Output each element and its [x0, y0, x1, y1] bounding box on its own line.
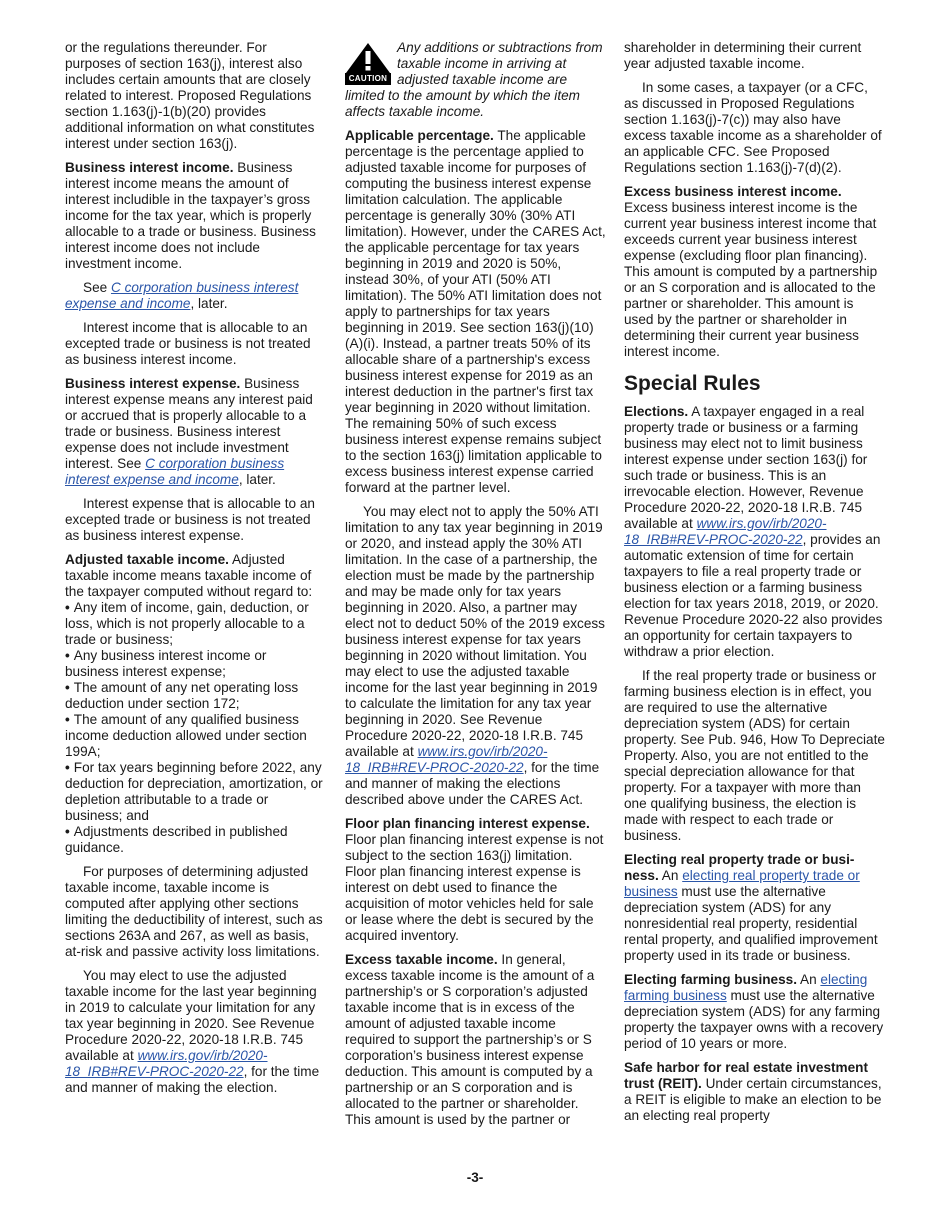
- heading-floor-plan: Floor plan financing interest expense.: [345, 816, 590, 831]
- text-elect-30: You may elect not to apply the 50% ATI limitation to any tax year beginning in 2019 or 2020, and instead apply the 30% ATI limitation. In the case of a partnership, the election must be made by the partnership and may be made only for tax years beginning in 2020. Also, a partner may elect not to deduct 50% of the 2019 excess business interest expense for tax years beginning in 2020 without limitation. You may elect to use the adjusted taxable income for the last year beginning in 2019 to calculate the limitation for any tax year beginning in 2020. See Revenue Procedure 2020-22, 2020-18 I.R.B. 745 available at: [345, 504, 605, 759]
- bullet-text: Adjustments described in published guidance.: [65, 824, 288, 855]
- heading-electing-real-property: Electing real property trade or busi-ness.: [624, 852, 855, 883]
- text-floor-plan: Floor plan financing interest expense is not subject to the section 163(j) limitation. Floor plan financing interest expense is interest on debt used to finance the acquisition of motor vehicles held for sale or lease where the debt is secured by the acquired inventory.: [345, 832, 604, 943]
- paragraph-electing-real-property: [624, 852, 886, 964]
- bullet-icon: •: [65, 760, 70, 775]
- list-item: [65, 600, 323, 648]
- list-item: [65, 824, 323, 856]
- text-elections: A taxpayer engaged in a real property trade or business or a farming business may elect not to limit business interest expense under section 163(j) for such trade or business. This is an irrevocable election. However, Revenue Procedure 2020-22, 2020-18 I.R.B. 745 available at: [624, 404, 868, 531]
- text-electing-real-property: must use the alternative depreciation system (ADS) for any nonresidential real property, residential rental property, and qualified improvement property used in its trade or business.: [624, 884, 878, 963]
- heading-reit-safe-harbor: Safe harbor for real estate investment trust (REIT).: [624, 1060, 869, 1091]
- section-heading-special-rules: Special Rules: [624, 372, 761, 395]
- paragraph-interest-definition: or the regulations thereunder. For purposes of section 163(j), interest also includes certain amounts that are closely related to interest. Proposed Regulations section 1.163(j)-1(b)(20) provides additional information on what constitutes interest under section 163(j).: [65, 40, 315, 151]
- caution-note: [345, 40, 607, 120]
- heading-adjusted-taxable-income: Adjusted taxable income.: [65, 552, 229, 567]
- list-item: [65, 680, 323, 712]
- text-an: An: [661, 868, 683, 883]
- paragraph-see-c-corp: [65, 280, 323, 312]
- bullet-icon: •: [65, 600, 70, 615]
- paragraph-ads-requirement: If the real property trade or business or farming business election is in effect, you are required to use the alternative depreciation system (ADS) for certain property. See Pub. 946, How To Depreciate Property. Also, you are not entitled to the special depreciation allowance for that property. For a taxpayer with more than one qualifying business, the election is made with respect to each trade or business.: [624, 668, 885, 843]
- paragraph-continued: shareholder in determining their current year adjusted taxable income.: [624, 40, 862, 71]
- paragraph-business-interest-income: [65, 160, 323, 272]
- link-rev-proc-2020-22-3[interactable]: www.irs.gov/irb/2020-18_IRB#REV-PROC-2020-22: [624, 516, 827, 547]
- link-c-corp-interest[interactable]: C corporation business interest expense and income: [65, 280, 299, 311]
- paragraph-excess-business-interest-income: [624, 184, 886, 360]
- heading-applicable-percentage: Applicable percentage.: [345, 128, 494, 143]
- caution-text: Any additions or subtractions from taxable income in arriving at adjusted taxable income are limited to the amount by which the item affects taxable income.: [345, 40, 603, 119]
- text-excess-business-interest-income: Excess business interest income is the current year business interest income that exceeds current year business interest expense (excluding floor plan financing). This amount is computed by a partnership or an S corporation and is allocated to the partner or shareholder. This amount is used by the partner or shareholder in determining their current year business interest income.: [624, 200, 878, 359]
- link-electing-real-property[interactable]: electing real property trade or business: [624, 868, 860, 899]
- bullet-icon: •: [65, 824, 70, 839]
- link-c-corp-interest-2[interactable]: C corporation business interest expense and income: [65, 456, 285, 487]
- bullet-icon: •: [65, 712, 70, 727]
- link-rev-proc-2020-22[interactable]: www.irs.gov/irb/2020-18_IRB#REV-PROC-2020-22: [65, 1048, 268, 1079]
- paragraph-excepted-expense: Interest expense that is allocable to an excepted trade or business is not treated as business interest expense.: [65, 496, 315, 543]
- caution-label: CAUTION: [345, 73, 391, 85]
- text-elect-30-post: , for the time and manner of making the elections described above under the CARES Act.: [345, 760, 600, 807]
- paragraph-adjusted-taxable-income: [65, 552, 323, 600]
- bullet-text: Any business interest income or business interest expense;: [65, 648, 267, 679]
- text-excess-taxable-income: In general, excess taxable income is the amount of a partnership’s or S corporation’s adjusted taxable income that is in excess of the amount of adjusted taxable income required to support the partnership’s or S corporation’s business interest expense deduction. This amount is computed by a partnership or an S corporation and is allocated to the partner or shareholder. This amount is used by the partner or: [345, 952, 595, 1127]
- list-item: [65, 712, 323, 760]
- paragraph-reit-safe-harbor: [624, 1060, 886, 1124]
- text-reit-safe-harbor: Under certain circumstances, a REIT is eligible to make an election to be an electing real property: [624, 1076, 882, 1123]
- paragraph-elect-2019-ati: [65, 968, 323, 1096]
- text-later: , later.: [190, 296, 228, 311]
- heading-elections: Elections.: [624, 404, 689, 419]
- heading-business-interest-expense: Business interest expense.: [65, 376, 241, 391]
- text-elections-post: , provides an automatic extension of time for certain taxpayers to file a real property trade or business election or a farming business election for tax years 2018, 2019, or 2020. Revenue Procedure 2020-22 also provides an opportunity for certain taxpayers to withdraw a prior election.: [624, 532, 883, 659]
- paragraph-applicable-percentage: [345, 128, 607, 496]
- column-left: [65, 40, 323, 1104]
- text-adjusted-taxable-income: Adjusted taxable income means taxable income of the taxpayer computed without regard to:: [65, 552, 313, 599]
- column-middle: [345, 40, 607, 1136]
- heading-electing-farming: Electing farming business.: [624, 972, 797, 987]
- bullet-text: For tax years beginning before 2022, any deduction for depreciation, amortization, or depletion attributable to a trade or business; and: [65, 760, 323, 823]
- link-rev-proc-2020-22-2[interactable]: www.irs.gov/irb/2020-18_IRB#REV-PROC-2020-22: [345, 744, 548, 775]
- heading-excess-business-interest-income: Excess business interest income.: [624, 184, 842, 199]
- list-item: [65, 648, 323, 680]
- paragraph-business-interest-expense: [65, 376, 323, 488]
- column-right: [624, 40, 886, 1132]
- caution-icon: [345, 42, 391, 86]
- page-number: -3-: [466, 1170, 484, 1185]
- paragraph-elect-30-percent: [345, 504, 607, 808]
- text-see: See: [83, 280, 111, 295]
- list-item: [65, 760, 323, 824]
- warning-triangle-icon: [345, 42, 391, 74]
- text-applicable-percentage: The applicable percentage is the percentage applied to adjusted taxable income for purposes of computing the business interest expense limitation calculation. The applicable percentage is generally 30% (30% ATI limitation). However, under the CARES Act, the applicable percentage for tax years beginning in 2019 and 2020 is 50%, instead 30%, of your ATI (50% ATI limitation). The 50% ATI limitation does not apply to partnerships for tax years beginning in 2019. See section 163(j)(10)(A)(i). Instead, a partner treats 50% of its allocable share of a partnership's excess business interest expense for 2019 as an interest deduction in the partner's first tax year beginning in 2020 without limitation. The remaining 50% of such excess business interest expense remains subject to the section 163(j) limitation applicable to excess business interest expense carried forward at the partner level.: [345, 128, 606, 495]
- link-electing-farming-business[interactable]: electing farming business: [624, 972, 868, 1003]
- list-ati-adjustments: [65, 600, 323, 856]
- text-later-2: , later.: [238, 472, 276, 487]
- text-elect-post: , for the time and manner of making the election.: [65, 1064, 320, 1095]
- paragraph-electing-farming: [624, 972, 886, 1052]
- text-elect: You may elect to use the adjusted taxable income for the last year beginning in 2019 to calculate your limitation for any tax year beginning in 2020. See Revenue Procedure 2020-22, 2020-18 I.R.B. 745 available at: [65, 968, 317, 1063]
- paragraph-elections: [624, 404, 886, 660]
- paragraph-excepted-income: Interest income that is allocable to an excepted trade or business is not treated as business interest income.: [65, 320, 311, 367]
- bullet-text: The amount of any qualified business income deduction allowed under section 199A;: [65, 712, 307, 759]
- text-electing-farming: must use the alternative depreciation system (ADS) for any farming property the taxpayer owns with a recovery period of 10 years or more.: [624, 988, 884, 1051]
- bullet-icon: •: [65, 648, 70, 663]
- bullet-text: The amount of any net operating loss deduction under section 172;: [65, 680, 299, 711]
- heading-business-interest-income: Business interest income.: [65, 160, 234, 175]
- text-business-interest-expense: Business interest expense means any interest paid or accrued that is properly allocable to a trade or business. Business interest expense does not include investment interest. See: [65, 376, 313, 471]
- text-an-2: An: [800, 972, 821, 987]
- paragraph-excess-taxable-income: [345, 952, 607, 1128]
- bullet-icon: •: [65, 680, 70, 695]
- paragraph-cfc: In some cases, a taxpayer (or a CFC, as discussed in Proposed Regulations section 1.163(j)-7(c)) may also have excess taxable income as a shareholder of an applicable CFC. See Proposed Regulations section 1.163(j)-7(d)(2).: [624, 80, 882, 175]
- text-business-interest-income: Business interest income means the amount of interest includible in the taxpayer’s gross income for the tax year, which is properly allocable to a trade or business. Business interest income does not include investment income.: [65, 160, 316, 271]
- paragraph-purposes: For purposes of determining adjusted taxable income, taxable income is computed after applying other sections limiting the deductibility of interest, such as sections 263A and 267, as well as basis, at-risk and passive activity loss limitations.: [65, 864, 323, 959]
- heading-excess-taxable-income: Excess taxable income.: [345, 952, 498, 967]
- bullet-text: Any item of income, gain, deduction, or loss, which is not properly allocable to a trade or business;: [65, 600, 309, 647]
- paragraph-floor-plan: [345, 816, 607, 944]
